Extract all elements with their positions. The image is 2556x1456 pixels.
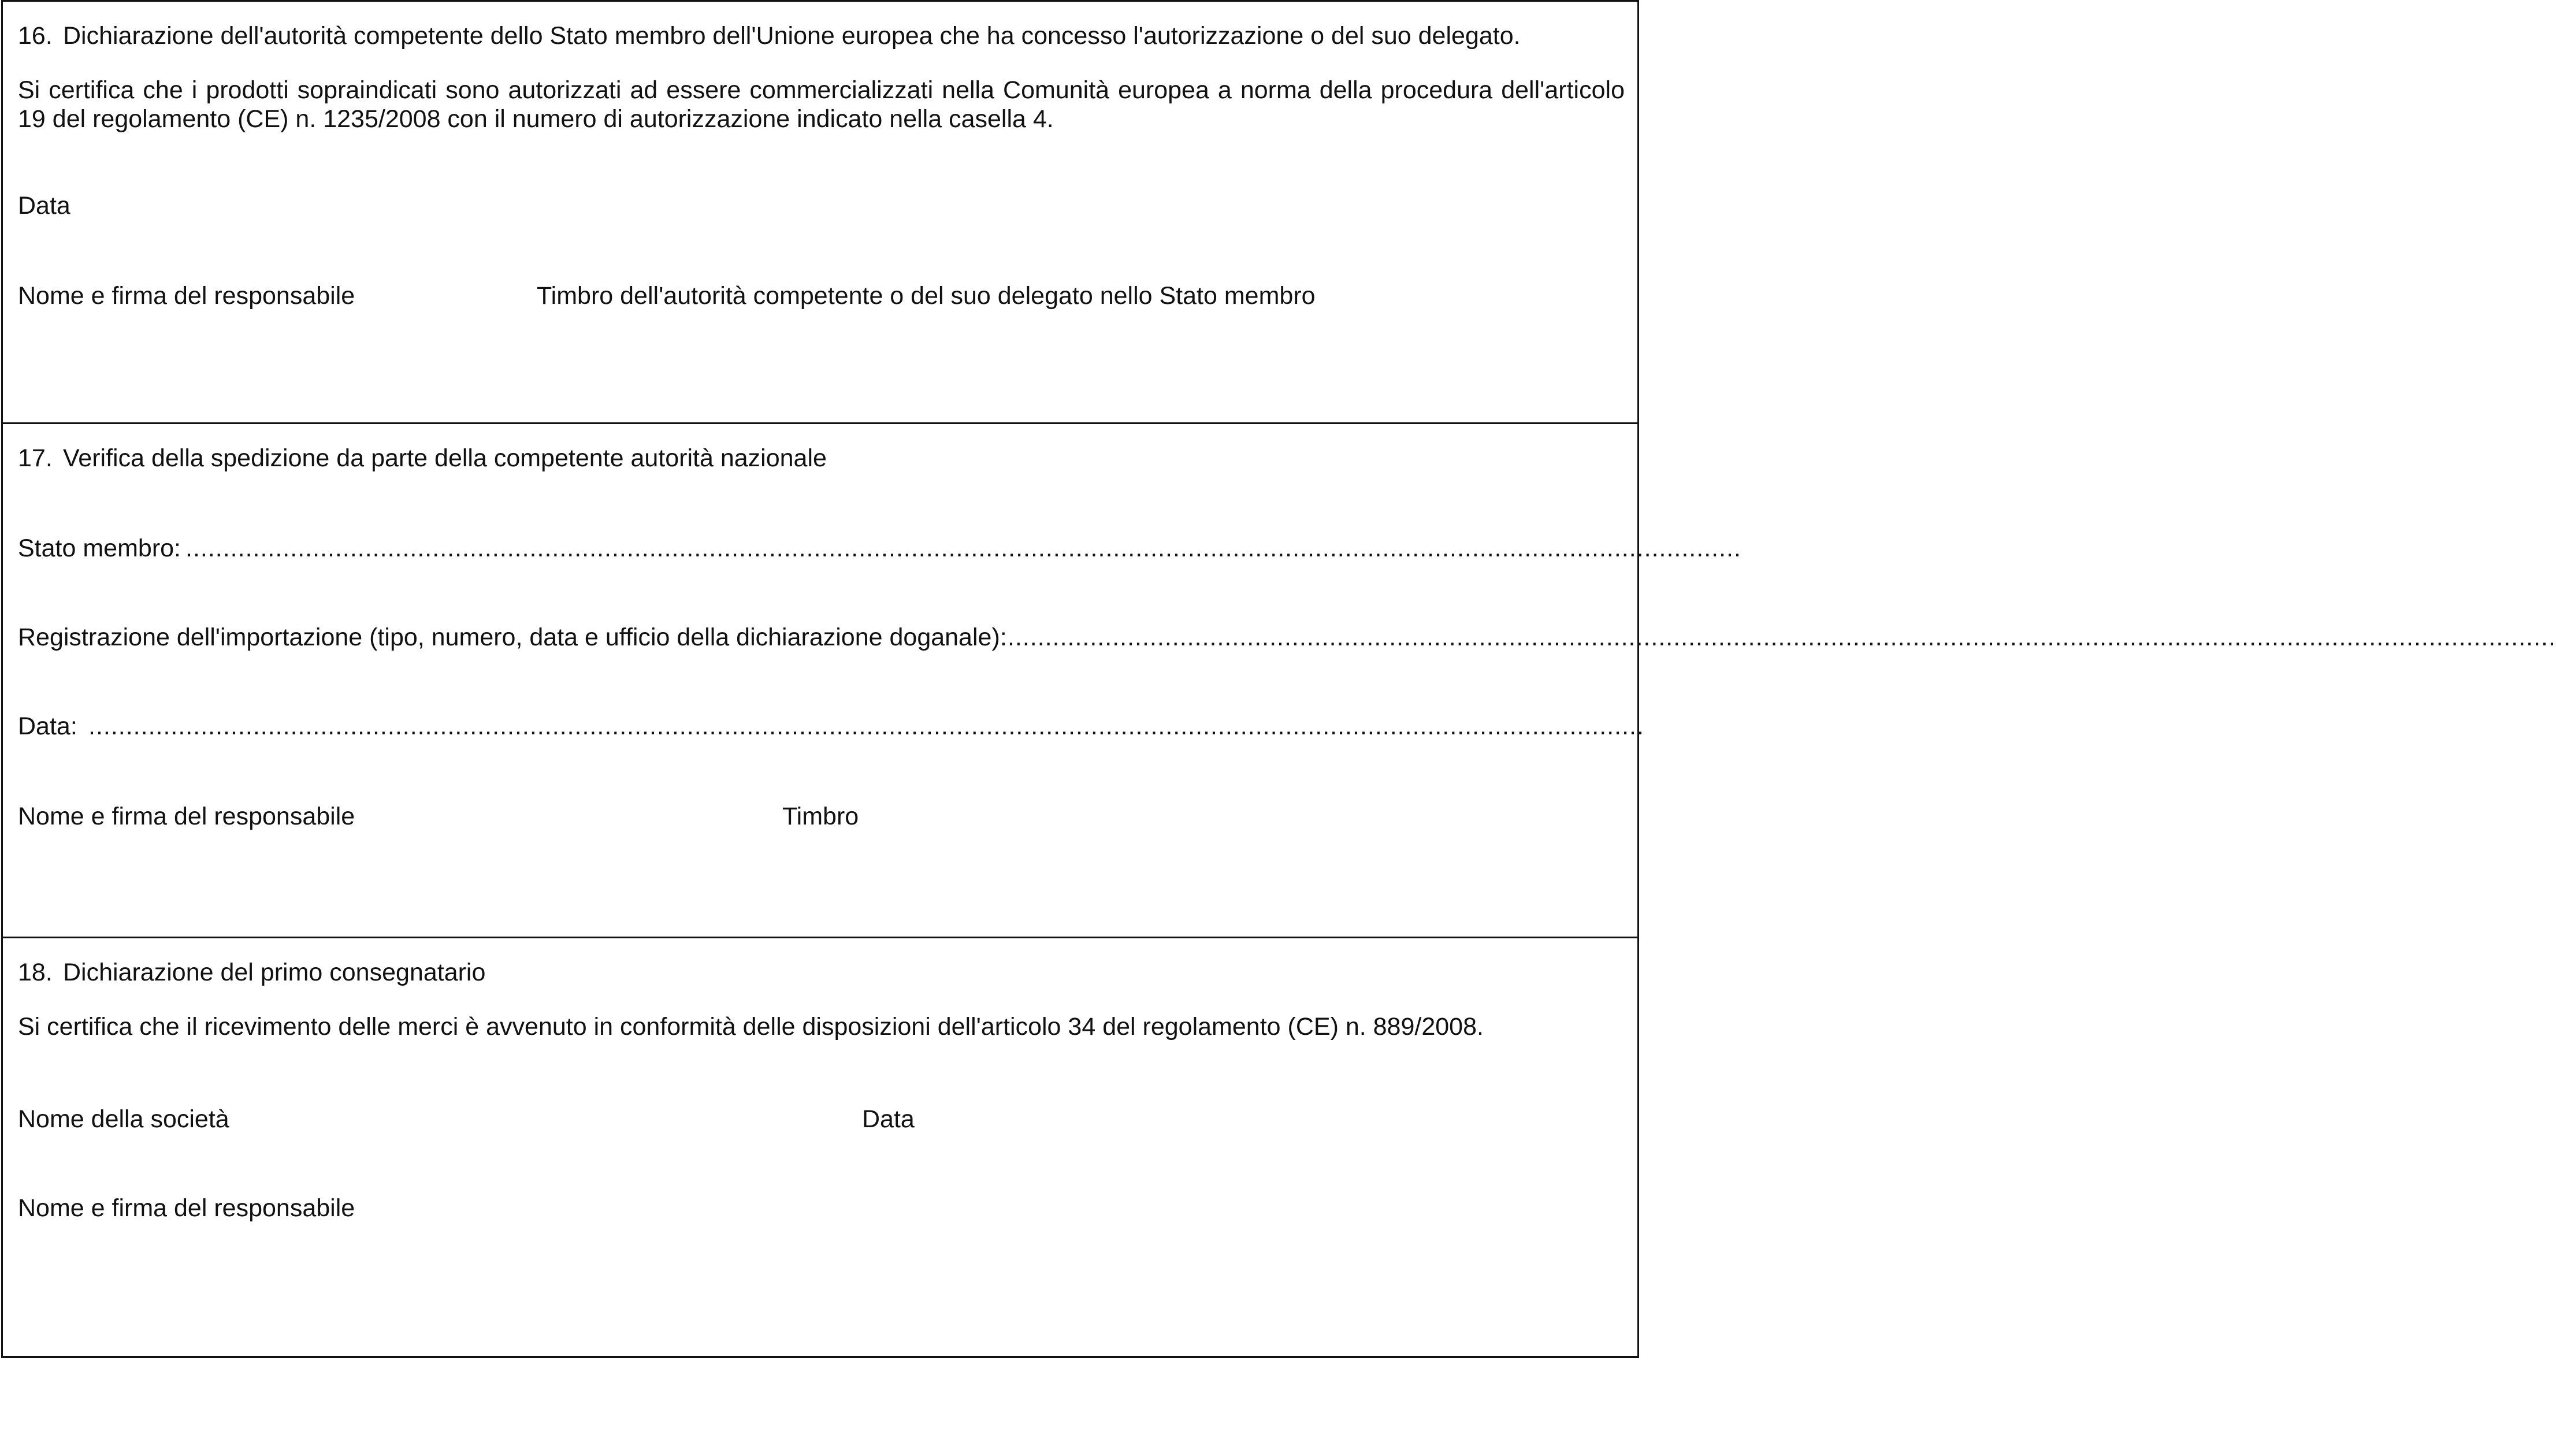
box-16-heading: [18, 21, 1521, 50]
box-16-title: Dichiarazione dell'autorità competente dello Stato membro dell'Unione europea che ha concesso l'autorizzazione o del suo delegato.: [63, 22, 1521, 50]
box-18-date-label[interactable]: Data: [862, 1105, 915, 1133]
box-16-name-signature-label[interactable]: Nome e firma del responsabile: [18, 282, 355, 310]
box-16-stamp-label[interactable]: Timbro dell'autorità competente o del suo delegato nello Stato membro: [537, 282, 1316, 310]
box-17-import-registration-label: Registrazione dell'importazione (tipo, numero, data e ufficio della dichiarazione doganale):: [18, 623, 1007, 651]
box-17-title: Verifica della spedizione da parte della competente autorità nazionale: [63, 444, 827, 472]
date-dot-leader: ................................................................................................................................................................................................................: [88, 712, 1644, 740]
box-17: [3, 422, 2556, 937]
box-17-date-field[interactable]: [88, 712, 1644, 741]
box-17-date-label: Data:: [18, 712, 77, 740]
member-state-field[interactable]: [185, 534, 1741, 563]
certificate-form: [1, 0, 2556, 1358]
member-state-dot-leader: ................................................................................................................................................................................................................: [185, 534, 1741, 562]
box-18-name-signature-label[interactable]: Nome e firma del responsabile: [18, 1194, 355, 1222]
box-18-title: Dichiarazione del primo consegnatario: [63, 959, 486, 986]
box-17-heading: [18, 444, 827, 473]
box-18: [3, 937, 1637, 1356]
box-16-date-label[interactable]: Data: [18, 192, 70, 220]
box-16-statement: Si certifica che i prodotti sopraindicati sono autorizzati ad essere commercializzati nella Comunità europea a norma della procedura dell'articolo 19 del regolamento (CE) n. 1235/2008 con il numero di autorizzazione indicato nella casella 4.: [18, 76, 1625, 133]
box-16-number: 16.: [18, 22, 53, 50]
box-18-heading: [18, 958, 485, 987]
box-17-name-signature-label[interactable]: Nome e firma del responsabile: [18, 803, 355, 830]
box-18-number: 18.: [18, 959, 53, 986]
import-registration-field[interactable]: [1000, 623, 2556, 652]
import-registration-dot-leader: ................................................................................................................................................................................................................: [1000, 623, 2556, 651]
box-17-number: 17.: [18, 444, 53, 472]
box-17-member-state-label: Stato membro:: [18, 534, 181, 562]
box-16: [3, 2, 1637, 422]
box-17-stamp-label[interactable]: Timbro: [782, 803, 859, 830]
box-18-company-label[interactable]: Nome della società: [18, 1105, 229, 1133]
box-18-statement: Si certifica che il ricevimento delle merci è avvenuto in conformità delle disposizioni dell'articolo 34 del regolamento (CE) n. 889/2008.: [18, 1013, 1484, 1041]
